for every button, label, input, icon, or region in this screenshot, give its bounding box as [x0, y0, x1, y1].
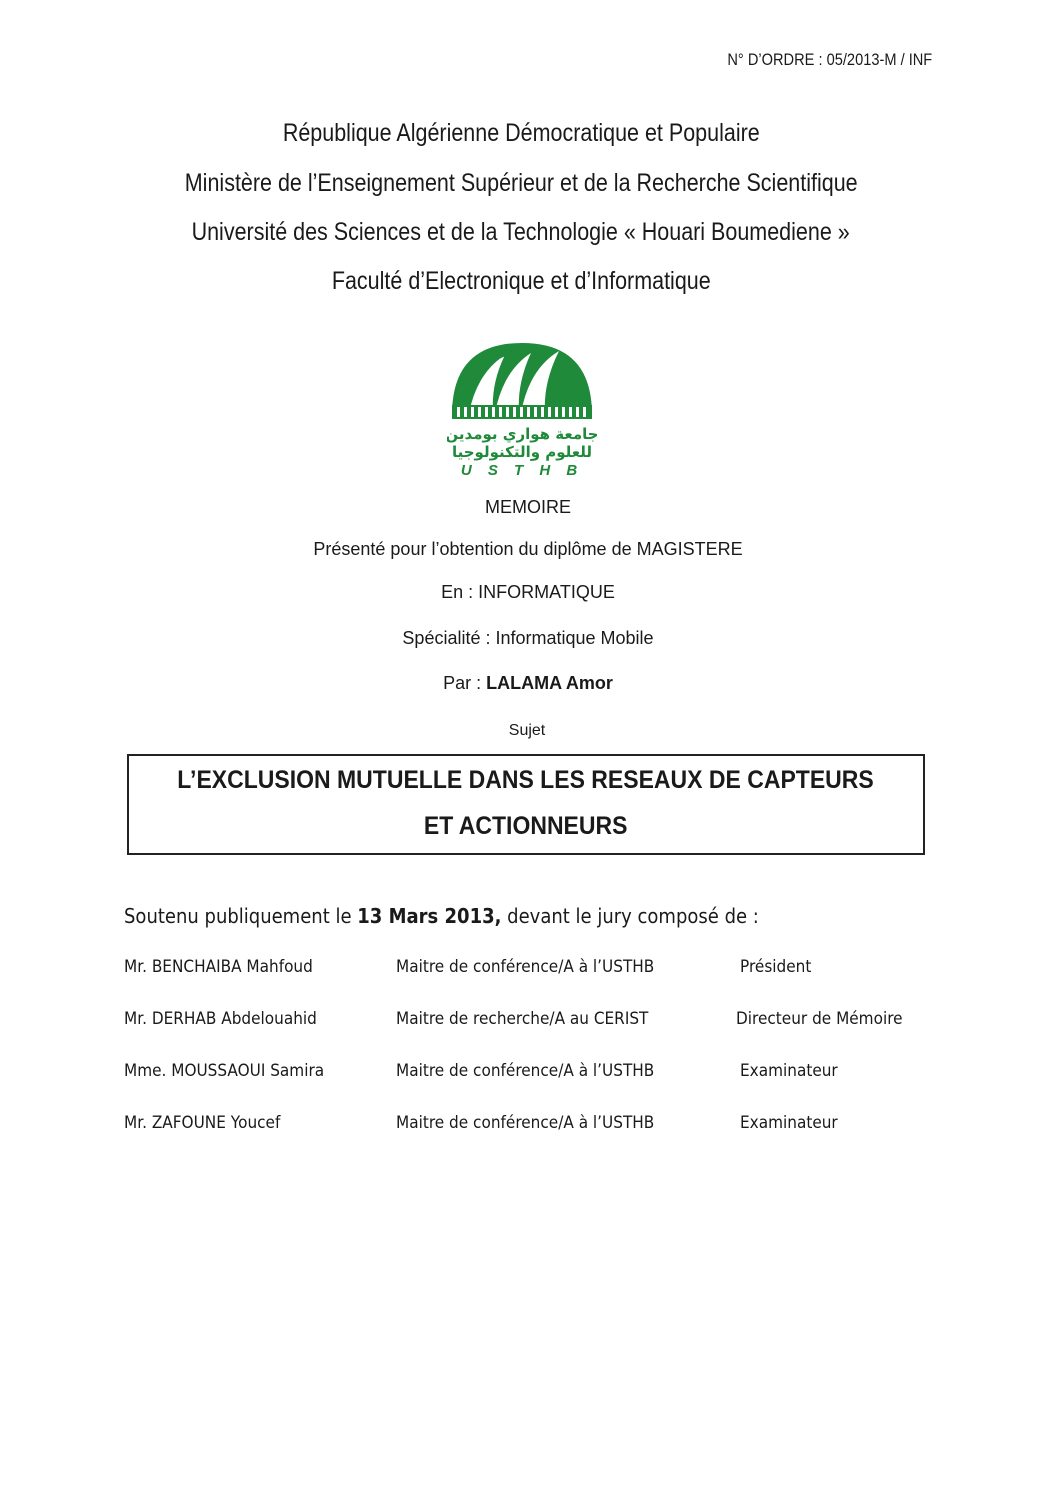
author-name: LALAMA Amor [486, 673, 613, 693]
svg-text:جامعة هواري بومدين: جامعة هواري بومدين [447, 425, 597, 443]
institution-university: Université des Sciences et de la Technologie « Houari Boumediene » [191, 218, 851, 246]
usthb-logo-icon [447, 333, 597, 479]
memoire-author-line [0, 673, 1042, 694]
institution-republic: République Algérienne Démocratique et Populaire [282, 119, 760, 147]
thesis-title-line1: L’EXCLUSION MUTUELLE DANS LES RESEAUX DE CAPTEURS [177, 766, 875, 794]
defense-date: 13 Mars 2013, [357, 904, 502, 928]
jury-name: Mme. MOUSSAOUI Samira [124, 1061, 325, 1081]
jury-role: Directeur de Mémoire [736, 1009, 903, 1029]
institution-ministry: Ministère de l’Enseignement Supérieur et de la Recherche Scientifique [184, 169, 858, 197]
order-number: N° D’ORDRE : 05/2013-M / INF [727, 50, 932, 69]
jury-role: Président [740, 957, 812, 977]
memoire-presented-for: Présenté pour l’obtention du diplôme de MAGISTERE [313, 539, 743, 559]
jury-name: Mr. BENCHAIBA Mahfoud [124, 957, 313, 977]
jury-grade: Maitre de conférence/A à l’USTHB [396, 1061, 655, 1081]
jury-name: Mr. ZAFOUNE Youcef [124, 1113, 281, 1133]
thesis-title-line2: ET ACTIONNEURS [424, 812, 628, 840]
svg-text:للعلوم والتكنولوجيا: للعلوم والتكنولوجيا [451, 443, 593, 461]
jury-name: Mr. DERHAB Abdelouahid [124, 1009, 317, 1029]
jury-grade: Maitre de conférence/A à l’USTHB [396, 957, 655, 977]
memoire-specialty: Spécialité : Informatique Mobile [402, 628, 654, 648]
svg-text:U S T H B: U S T H B [460, 462, 584, 479]
jury-role: Examinateur [740, 1113, 838, 1133]
memoire-type: MEMOIRE [484, 497, 571, 517]
institution-faculty: Faculté d’Electronique et d’Informatique [331, 267, 711, 295]
subject-label: Sujet [508, 722, 546, 739]
jury-grade: Maitre de conférence/A à l’USTHB [396, 1113, 655, 1133]
by-label: Par : [443, 673, 487, 693]
memoire-field: En : INFORMATIQUE [441, 582, 615, 602]
jury-role: Examinateur [740, 1061, 838, 1081]
defense-statement: Soutenu publiquement le 13 Mars 2013, devant le jury composé de : [124, 904, 759, 928]
jury-grade: Maitre de recherche/A au CERIST [396, 1009, 649, 1029]
